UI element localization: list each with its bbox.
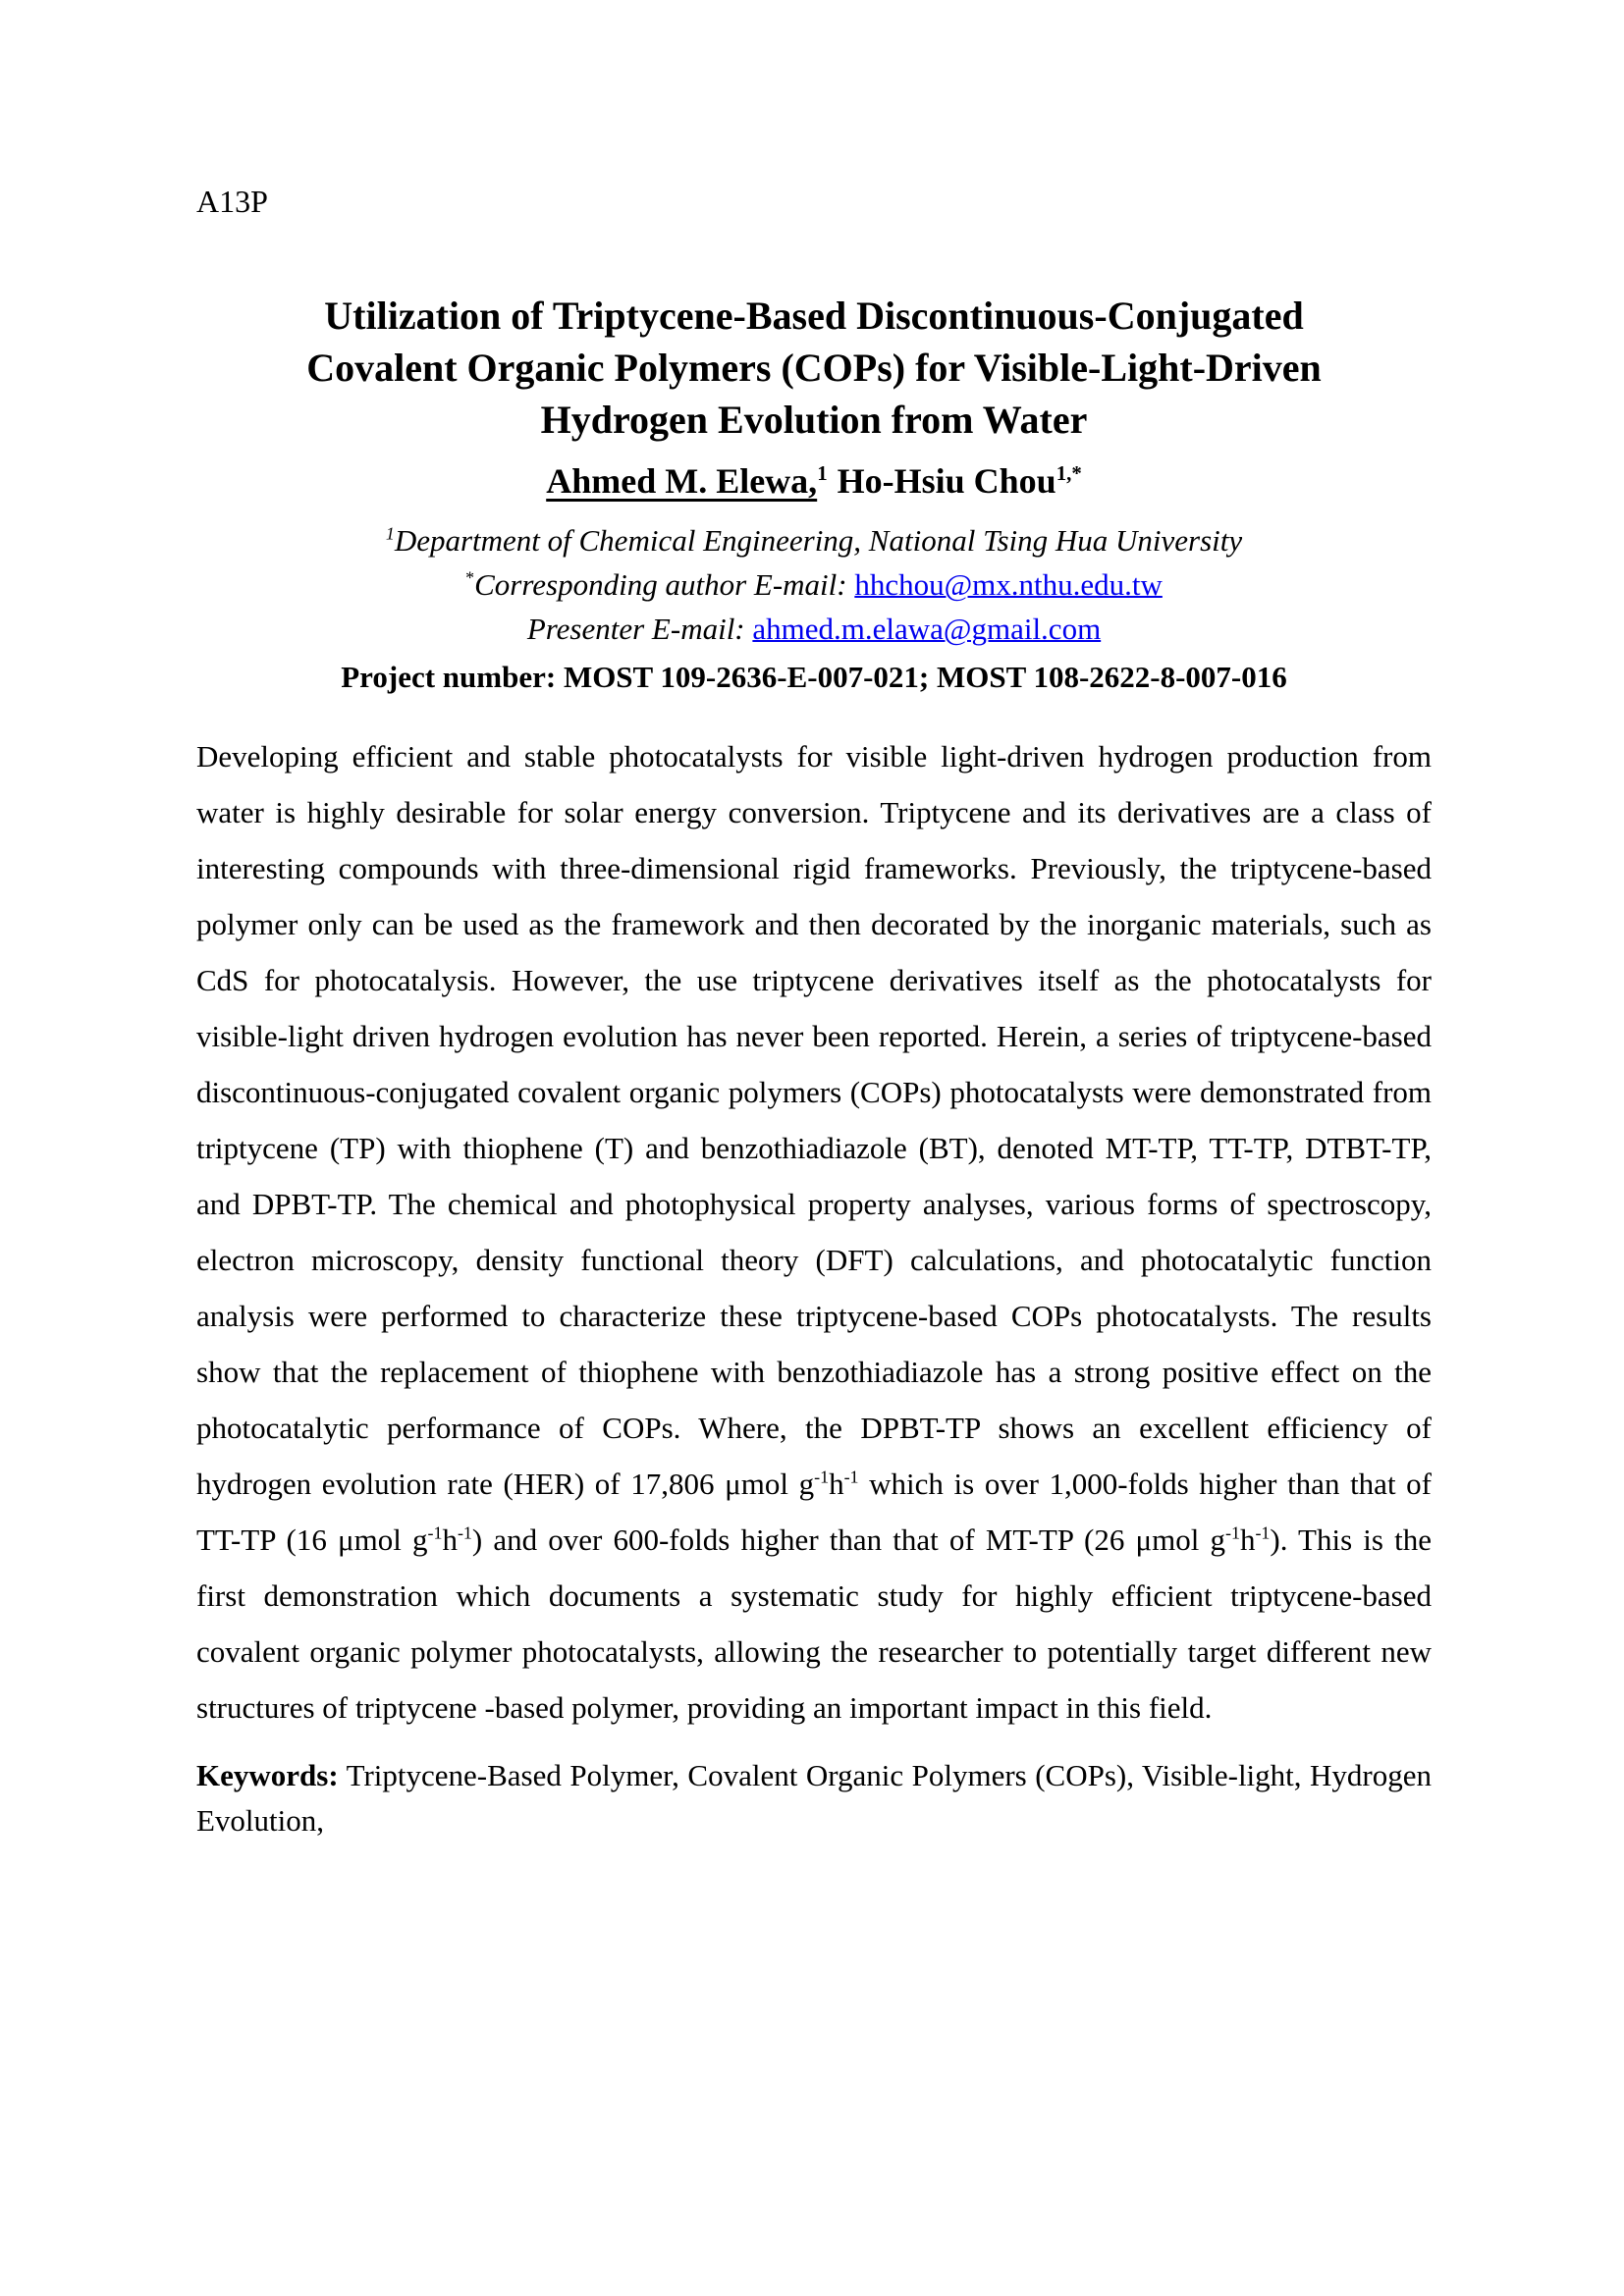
author-line <box>196 457 1432 505</box>
corresponding-label: Corresponding author E-mail: <box>474 567 855 602</box>
page-title-line-1: Utilization of Triptycene-Based Discontinuous-Conjugated <box>324 294 1304 338</box>
corresponding-author-line <box>196 562 1432 607</box>
presenter-email-link[interactable]: ahmed.m.elawa@gmail.com <box>752 612 1102 646</box>
affiliation-superscript: 1 <box>385 523 395 544</box>
author-second-superscript: 1,* <box>1056 461 1082 485</box>
abstract-paragraph: Developing efficient and stable photocatalysts for visible light-driven hydrogen production from water is highly desirable for solar energy conversion. Triptycene and its derivatives are a class of interesting compounds with three-dimensional rigid frameworks. Previously, the triptycene-based polymer only can be used as the framework and then decorated by the inorganic materials, such as CdS for photocatalysis. However, the use triptycene derivatives itself as the photocatalysts for visible-light driven hydrogen evolution has never been reported. Herein, a series of triptycene-based discontinuous-conjugated covalent organic polymers (COPs) photocatalysts were demonstrated from triptycene (TP) with thiophene (T) and benzothiadiazole (BT), denoted MT-TP, TT-TP, DTBT-TP, and DPBT-TP. The chemical and photophysical property analyses, various forms of spectroscopy, electron microscopy, density functional theory (DFT) calculations, and photocatalytic function analysis were performed to characterize these triptycene-based COPs photocatalysts. The results show that the replacement of thiophene with benzothiadiazole has a strong positive effect on the photocatalytic performance of COPs. Where, the DPBT-TP shows an excellent efficiency of hydrogen evolution rate (HER) of 17,806 μmol $g^{-1}h^{-1}$ which is over 1,000-folds higher than that of TT-TP (16 μmol $g^{-1}h^{-1}$) and over 600-folds higher than that of MT-TP (26 μmol $g^{-1}h^{-1}$). This is the first demonstration which documents a systematic study for highly efficient triptycene-based covalent organic polymer photocatalysts, allowing the researcher to potentially target different new structures of triptycene -based polymer, providing an important impact in this field. <box>196 739 1433 1725</box>
page-title-line-2: Covalent Organic Polymers (COPs) for Visible-Light-Driven <box>306 346 1322 390</box>
presenter-label: Presenter E-mail: <box>526 612 753 646</box>
project-number: Project number: MOST 109-2636-E-007-021; MOST 108-2622-8-007-016 <box>341 660 1287 694</box>
author-first-name: Ahmed M. Elewa, <box>546 461 818 501</box>
corresponding-superscript: * <box>465 567 475 588</box>
author-second-name: Ho-Hsiu Chou <box>837 461 1056 501</box>
affiliation-block <box>196 518 1432 699</box>
keywords-text: Triptycene-Based Polymer, Covalent Organic Polymers (COPs), Visible-light, Hydrogen Evolution, <box>196 1758 1432 1838</box>
document-code: A13P <box>196 184 268 219</box>
keywords-label: Keywords: <box>196 1758 339 1792</box>
affiliation-text: Department of Chemical Engineering, National Tsing Hua University <box>394 523 1243 558</box>
affiliation-line <box>196 518 1432 562</box>
page-title-line-3: Hydrogen Evolution from Water <box>540 398 1088 442</box>
author-first <box>546 461 827 501</box>
author-second <box>838 461 1082 501</box>
author-first-superscript: 1 <box>817 461 828 485</box>
page-title <box>196 290 1432 446</box>
corresponding-email-link[interactable]: hhchou@mx.nthu.edu.tw <box>854 567 1163 602</box>
presenter-line <box>196 607 1432 651</box>
keywords-paragraph <box>196 1753 1432 1843</box>
